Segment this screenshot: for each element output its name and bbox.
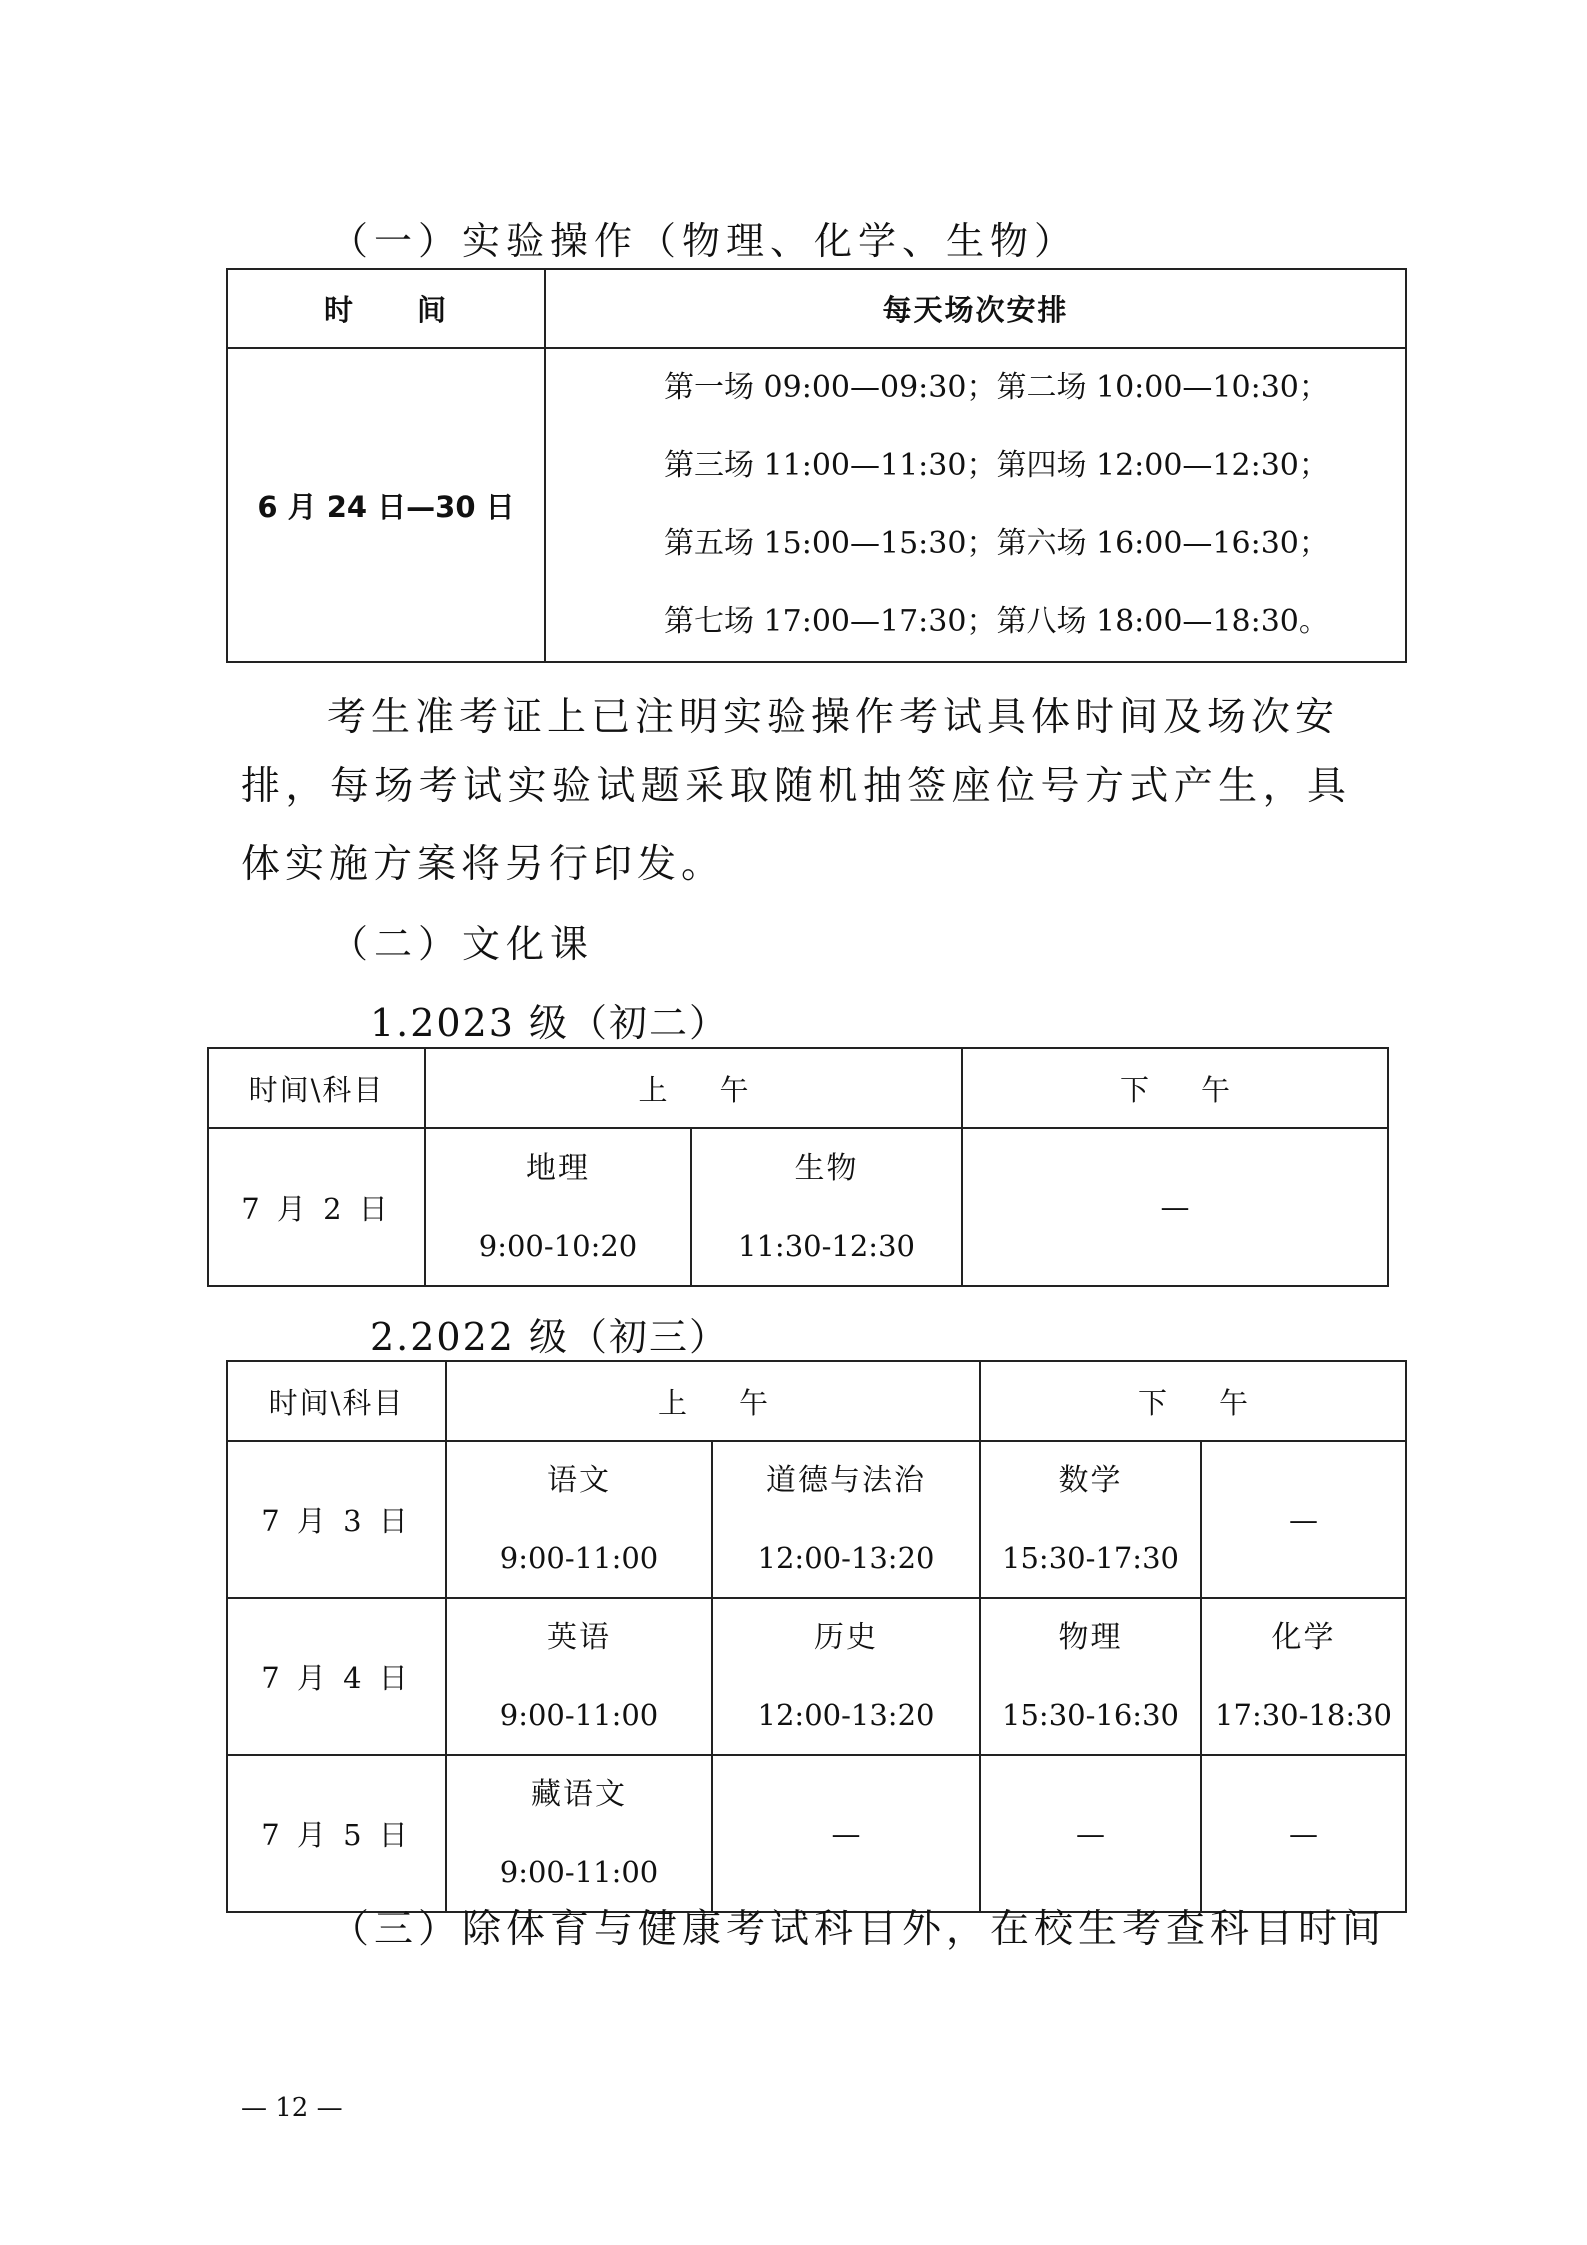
header-schedule: 每天场次安排: [545, 269, 1406, 348]
date-cell: 7 月 5 日: [227, 1755, 446, 1912]
header-morning: 上午: [425, 1048, 962, 1128]
exam-time: 12:00-13:20: [757, 1541, 935, 1575]
schedule-cell: [545, 348, 1406, 662]
header-afternoon: 下午: [962, 1048, 1388, 1128]
empty-slot: —: [1201, 1441, 1406, 1598]
exam-cell: [980, 1441, 1201, 1598]
schedule-line: 第一场 09:00—09:30；第二场 10:00—10:30；: [664, 370, 1329, 405]
subject-name: 地理: [526, 1150, 590, 1186]
exam-time: 17:30-18:30: [1215, 1698, 1392, 1732]
grade2022-table: [226, 1360, 1407, 1913]
subject-name: 物理: [1058, 1620, 1123, 1655]
exam-cell: [446, 1441, 712, 1598]
subject-name: 生物: [794, 1150, 859, 1186]
header-corner: 时间\科目: [227, 1361, 446, 1441]
exam-time: 9:00-11:00: [499, 1855, 659, 1889]
subject-name: 英语: [547, 1620, 611, 1655]
exam-cell: [712, 1598, 980, 1755]
date-cell: 7 月 3 日: [227, 1441, 446, 1598]
table-row: [227, 1755, 1406, 1912]
subject-name: 道德与法治: [766, 1463, 926, 1498]
empty-slot: —: [962, 1128, 1388, 1286]
subject-name: 藏语文: [531, 1777, 627, 1812]
subject-name: 化学: [1271, 1620, 1336, 1655]
paragraph-body: 排，每场考试实验试题采取随机抽签座位号方式产生，具体实施方案将另行印发。: [241, 764, 1351, 887]
schedule-line: 第三场 11:00—11:30；第四场 12:00—12:30；: [664, 448, 1329, 483]
grade2023-heading: 1.2023 级（初二）: [370, 1001, 730, 1045]
table-row: [227, 1441, 1406, 1598]
subject-name: 语文: [547, 1463, 611, 1498]
exam-time: 9:00-10:20: [478, 1228, 638, 1263]
table-header-row: [227, 1361, 1406, 1441]
date-cell: 7 月 2 日: [208, 1128, 425, 1286]
exam-time: 15:30-16:30: [1002, 1698, 1179, 1732]
exam-time: 9:00-11:00: [499, 1698, 659, 1732]
exam-cell: [712, 1441, 980, 1598]
empty-slot: —: [712, 1755, 980, 1912]
header-morning: 上午: [446, 1361, 980, 1441]
exam-cell: [980, 1598, 1201, 1755]
section2-heading: （二）文化课: [330, 922, 595, 966]
experiment-schedule-table: [226, 268, 1407, 663]
table-row: [227, 1598, 1406, 1755]
table-header-row: [208, 1048, 1388, 1128]
exam-time: 12:00-13:20: [757, 1698, 935, 1732]
paragraph-line: 考生准考证上已注明实验操作考试具体时间及场次安: [327, 695, 1340, 740]
empty-slot: —: [980, 1755, 1201, 1912]
page-number: — 12 —: [241, 2093, 343, 2123]
grade2022-heading: 2.2022 级（初三）: [370, 1315, 730, 1359]
schedule-line: 第七场 17:00—17:30；第八场 18:00—18:30。: [664, 604, 1329, 639]
exam-cell: [446, 1598, 712, 1755]
empty-slot: —: [1201, 1755, 1406, 1912]
section1-heading: （一）实验操作（物理、化学、生物）: [330, 219, 1079, 263]
date-cell: 7 月 4 日: [227, 1598, 446, 1755]
exam-cell: [1201, 1598, 1406, 1755]
exam-time: 15:30-17:30: [1002, 1541, 1179, 1575]
exam-time: 9:00-11:00: [499, 1541, 659, 1575]
exam-cell: [691, 1128, 962, 1286]
table-row: [227, 348, 1406, 662]
grade2023-table: [207, 1047, 1389, 1287]
exam-cell: [446, 1755, 712, 1912]
subject-name: 数学: [1058, 1463, 1123, 1498]
exam-time: 11:30-12:30: [738, 1228, 915, 1263]
header-time: 时 间: [227, 269, 545, 348]
subject-name: 历史: [814, 1620, 878, 1655]
section3-heading: （三）除体育与健康考试科目外，在校生考查科目时间: [330, 1907, 1387, 1952]
table-row: [208, 1128, 1388, 1286]
exam-cell: [425, 1128, 691, 1286]
schedule-line: 第五场 15:00—15:30；第六场 16:00—16:30；: [664, 526, 1329, 561]
table-header-row: [227, 269, 1406, 348]
header-corner: 时间\科目: [208, 1048, 425, 1128]
header-afternoon: 下午: [980, 1361, 1406, 1441]
date-cell: 6 月 24 日—30 日: [227, 348, 545, 662]
